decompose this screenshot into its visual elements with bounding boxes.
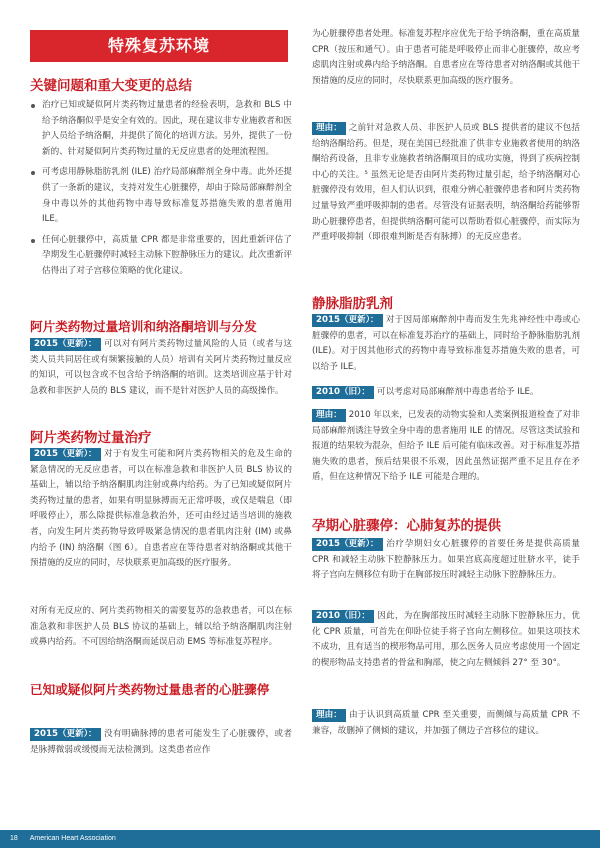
paragraph-text: 对于因局部麻醉剂中毒而发生先兆神经性中毒或心脏骤停的患者，可以在标准复苏治疗的基础上，同时给予静脉脂肪乳剂 (ILE)。对于因其他形式的药物中毒导致标准复苏措施失败的患者，可以给予 ILE。 (312, 315, 580, 372)
paragraph-text: 对于有发生可能和阿片类药物相关的危及生命的紧急情况的无反应患者，可以在标准急救和非医护人员 BLS 协议的基础上，辅以给予纳洛酮肌肉注射或鼻内给药。为了已知或疑似阿片类药物过量的患者，如果有明显脉搏而无正常呼吸，或仅是喘息（即呼吸停止），那么除提供标准急救治外，还可由经过适当培训的施救者，向发生阿片类药物导致呼吸紧急情况的患者肌肉注射 (IM) 或鼻内给予 (IN) 纳洛酮（图 6）。自患者应在等待患者对纳洛酮或其他干预措施的反应的同时，尽快联系更加高级的医疗服务。 (30, 449, 292, 569)
paragraph-ile-rationale (312, 408, 580, 486)
section-banner: 特殊复苏环境 (30, 30, 288, 62)
paragraph-opioid-training (30, 337, 292, 399)
footer-bar (0, 830, 600, 848)
footer-organization: American Heart Association (29, 835, 116, 842)
summary-bullet: 任何心脏骤停中，高质量 CPR 都是非常重要的，因此重新评估了孕期发生心脏骤停时减轻主动脉下腔静脉压力的建议。此次重新评估得出了对子宫移位策略的优化建议。 (30, 233, 292, 280)
paragraph-text: 由于认识到高质量 CPR 至关重要，而侧倾与高质量 CPR 不兼容，故删掉了侧倾的建议，并加强了侧边子宫移位的建议。 (312, 710, 580, 736)
heading-summary: 关键问题和重大变更的总结 (30, 78, 192, 94)
page-number: 18 (10, 835, 18, 842)
old-tag: 2010（旧）： (312, 610, 374, 623)
update-tag: 2015（更新）： (30, 338, 101, 351)
update-tag: 2015（更新）： (312, 314, 383, 327)
summary-bullet: 治疗已知或疑似阿片类药物过量患者的经验表明，急救和 BLS 中给予纳洛酮似乎是安全有效的。因此，现在建议非专业施救者和医护人员给予纳洛酮，并提供了简化的培训方法。另外，提供了一份新的、针对疑似阿片类药物过量的无反应患者的处理流程图。 (30, 98, 292, 160)
paragraph-opioid-treatment (30, 447, 292, 572)
rationale-tag: 理由： (312, 122, 346, 135)
heading-opioid-training: 阿片类药物过量培训和纳洛酮培训与分发 (30, 319, 257, 334)
paragraph-rationale-naloxone (312, 121, 580, 246)
paragraph-ile-update (312, 313, 580, 375)
paragraph-text: 因此，为在胸部按压时减轻主动脉下腔静脉压力，优化 CPR 质量，可首先在仰卧位徒手将子宫向左侧移位。如果这项技术不成功，且有适当的楔形物品可用，那么医务人员应考虑使用一个固定的楔形物品支持患者的骨盆和胸部，使之向左侧倾斜 27° 至 30°。 (312, 611, 580, 668)
heading-pregnancy-arrest: 孕期心脏骤停：心肺复苏的提供 (312, 518, 501, 534)
paragraph-pregnancy-update (312, 537, 580, 584)
paragraph-text: 2010 年以来，已发表的动物实验和人类案例报道检查了对非局部麻醉剂诱注导致全身中毒的患者施用 ILE 的情况。尽管这类试验和报道的结果较为混杂，但给予 ILE 后可能有临床改善。对于标准复苏措施失败的患者，预后结果很不乐观，因此虽然证据严重不足且存在矛盾，但在这种情况下给予 ILE 可能是合理的。 (312, 410, 580, 483)
update-tag: 2015（更新）： (312, 538, 383, 551)
paragraph-ile-old (312, 385, 580, 401)
paragraph-opioid-arrest (30, 727, 292, 758)
update-tag: 2015（更新）： (30, 448, 101, 461)
paragraph-text: 可以对有阿片类药物过量风险的人员（或者与这类人员共同居住或有频繁接触的人员）培训有关阿片类药物过量反应的知识，可以包含或不包含给予纳洛酮的培训。这类培训应基于针对急救和非医护人员的 BLS 建议，而不是针对医护人员的高级操作。 (30, 339, 292, 396)
summary-bullet: 可考虑用静脉脂肪乳剂 (ILE) 治疗局部麻醉剂全身中毒。此外还提供了一条新的建议，支持对发生心脏骤停，却由于除局部麻醉剂全身中毒以外的其他药物中毒导致标准复苏措施失败的患者施用 ILE。 (30, 165, 292, 227)
paragraph-text: 之前针对急救人员、非医护人员或 BLS 提供者的建议不包括给纳洛酮给药。但是，现在美国已经批准了供非专业施救者使用的纳洛酮给药设备，且非专业施救者纳洛酮项目的成功实施，得到了疾病控制中心的关注。⁵ 虽然无论是否由阿片类药物过量引起，给予纳洛酮对心脏骤停没有效用，但人们认识到，很难分辨心脏骤停患者和阿片类药物过量导致严重呼吸抑制的患者。尽管没有证据表明，纳洛酮给药能够帮助心脏骤停患者，但提供纳洛酮可能可以帮助看似心脏骤停，而实际为严重呼吸抑制（即很难判断是否有脉搏）的无反应患者。 (312, 123, 580, 243)
heading-opioid-treatment: 阿片类药物过量治疗 (30, 430, 152, 446)
heading-ile: 静脉脂肪乳剂 (312, 296, 393, 312)
paragraph-text: 治疗孕期妇女心脏骤停的首要任务是提供高质量 CPR 和减轻主动脉下腔静脉压力。如果宫底高度超过肚脐水平，徒手将子宫向左侧移位有助于在胸部按压时减轻主动脉下腔静脉压力。 (312, 539, 580, 581)
summary-bullet-list (30, 98, 292, 285)
paragraph-text: 可以考虑对局部麻醉剂中毒患者给予 ILE。 (377, 387, 539, 397)
update-tag: 2015（更新）： (30, 728, 101, 741)
old-tag: 2010（旧）： (312, 386, 374, 399)
paragraph-continued: 为心脏骤停患者处理。标准复苏程序应优先于给予纳洛酮，重在高质量 CPR（按压和通气）。由于患者可能是呼吸停止而非心脏骤停，故应考虑肌肉注射或鼻内给予纳洛酮。自患者应在等待患者对纳洛酮或其他干预措施的反应的同时，尽快联系更加高级的医疗服务。 (312, 29, 580, 86)
paragraph-pregnancy-old (312, 609, 580, 671)
paragraph-text: 没有明确脉搏的患者可能发生了心脏骤停，或者是脉搏微弱或缓慢而无法检测到。这类患者应作 (30, 729, 292, 755)
rationale-tag: 理由： (312, 409, 346, 422)
paragraph-pregnancy-rationale (312, 708, 580, 739)
heading-opioid-arrest: 已知或疑似阿片类药物过量患者的心脏骤停 (30, 682, 270, 697)
rationale-tag: 理由： (312, 709, 346, 722)
paragraph-opioid-treatment-2: 对所有无反应的、阿片类药物相关的需要复苏的急救患者，可以在标准急救和非医护人员 BLS 协议的基础上，辅以给予纳洛酮肌肉注射或鼻内给药。不可因给纳洛酮而延误启动 EMS 等标准复苏程序。 (30, 606, 292, 648)
